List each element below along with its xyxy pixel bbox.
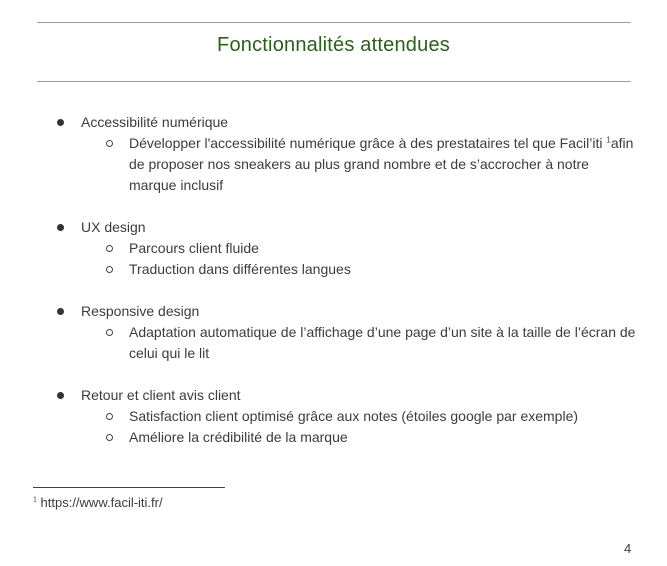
item-text: Développer l'accessibilité numérique grâce à des prestataires tel que Facil’iti <box>129 135 607 151</box>
bullet-dot-icon <box>57 308 64 315</box>
feature-list <box>0 112 667 469</box>
bullet-circle-icon <box>106 140 113 147</box>
item-text: Adaptation automatique de l’affichage d’une page d’un site à la taille de l’écran de celui qui le lit <box>129 324 636 361</box>
bullet-dot-icon <box>57 392 64 399</box>
list-item <box>0 238 667 259</box>
item-text: Améliore la crédibilité de la marque <box>129 429 348 445</box>
list-item <box>0 133 667 196</box>
bullet-circle-icon <box>106 266 113 273</box>
item-text: Satisfaction client optimisé grâce aux notes (étoiles google par exemple) <box>129 408 579 424</box>
list-item <box>0 427 667 448</box>
footnote-separator <box>33 487 225 488</box>
section-customer-reviews <box>0 385 667 448</box>
bullet-circle-icon <box>106 329 113 336</box>
item-text: Traduction dans différentes langues <box>129 261 351 277</box>
list-item <box>0 406 667 427</box>
bullet-circle-icon <box>106 245 113 252</box>
item-text-continued: afin de proposer nos sneakers au plus grand nombre et de s’accrocher à notre marque inclusif <box>129 135 634 193</box>
item-text: Parcours client fluide <box>129 240 259 256</box>
list-item <box>0 322 667 364</box>
bullet-circle-icon <box>106 434 113 441</box>
bullet-circle-icon <box>106 413 113 420</box>
bullet-dot-icon <box>57 119 64 126</box>
section-label: UX design <box>81 219 146 235</box>
list-item <box>0 259 667 280</box>
section-label: Retour et client avis client <box>81 387 241 403</box>
section-label: Accessibilité numérique <box>81 114 229 130</box>
section-responsive-design <box>0 301 667 364</box>
footnote-marker: 1 <box>33 496 37 504</box>
title-rule-bottom <box>37 81 631 82</box>
section-accessibility <box>0 112 667 196</box>
page-title: Fonctionnalités attendues <box>217 34 450 56</box>
section-ux-design <box>0 217 667 280</box>
bullet-dot-icon <box>57 224 64 231</box>
title-rule-top <box>37 22 631 23</box>
footnote <box>33 495 163 510</box>
section-label: Responsive design <box>81 303 200 319</box>
footnote-ref: 1 <box>606 135 611 145</box>
footnote-link[interactable]: https://www.facil-iti.fr/ <box>36 495 163 510</box>
page-number: 4 <box>624 541 632 556</box>
